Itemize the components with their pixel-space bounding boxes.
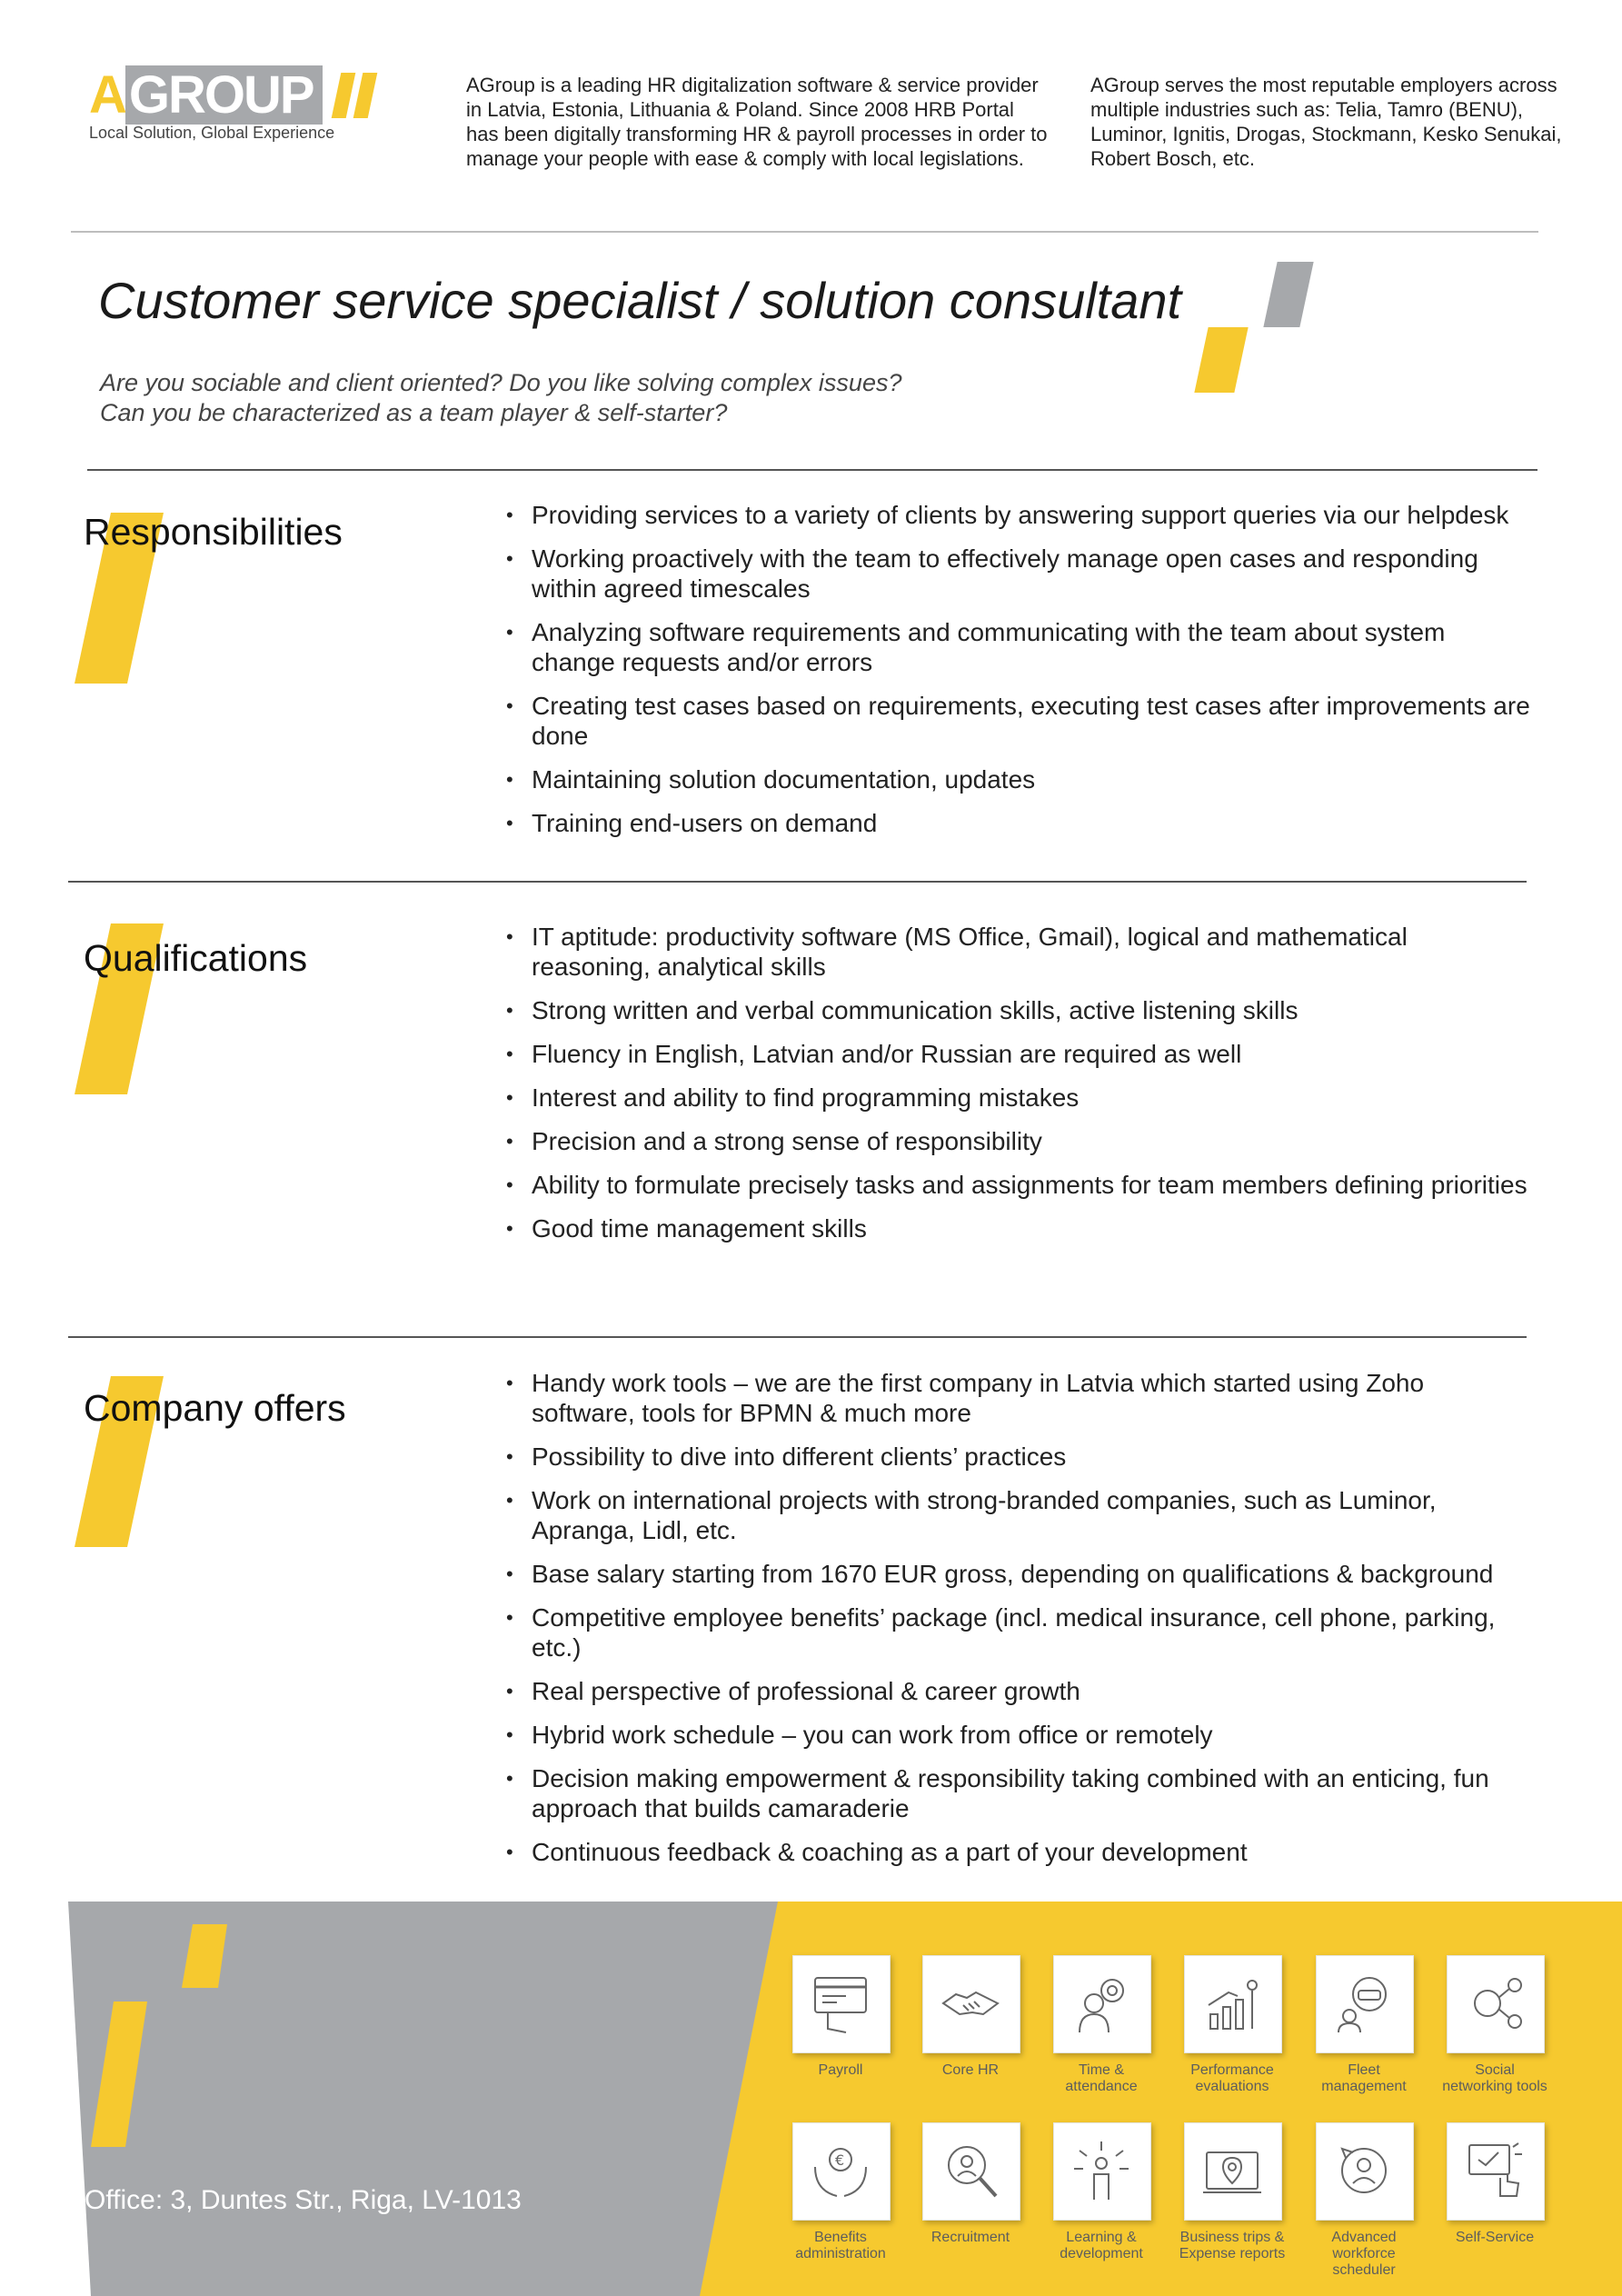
offer-item: • Hybrid work schedule – you can work from office or remotely [504, 1720, 1531, 1750]
section-divider [68, 1336, 1527, 1338]
time-attendance-icon [1070, 1972, 1134, 2036]
module-tile [1184, 2122, 1282, 2221]
module-label-line: Performance [1190, 2062, 1274, 2078]
module-label-line: workforce [1332, 2246, 1396, 2261]
module-label-line: attendance [1065, 2079, 1138, 2094]
job-subtitle [100, 368, 1100, 428]
section-divider [68, 881, 1527, 883]
module-label-line: Advanced [1331, 2230, 1397, 2245]
responsibility-item: • Training end-users on demand [504, 808, 1531, 838]
office-address: Office: 3, Duntes Str., Riga, LV-1013 [85, 2185, 522, 2215]
module-tile [1053, 1955, 1151, 2053]
business-trips-icon [1201, 2140, 1265, 2203]
qualification-item: • Ability to formulate precisely tasks and assignments for team members defining priorities [504, 1170, 1531, 1200]
module-tile [792, 1955, 891, 2053]
module-label [1427, 2062, 1563, 2095]
qualification-item: • Strong written and verbal communication skills, active listening skills [504, 995, 1531, 1025]
module-label [1427, 2230, 1563, 2246]
qualifications-heading: Qualifications [84, 937, 308, 979]
module-label-line: administration [795, 2246, 886, 2261]
module-label-line: Time & [1078, 2062, 1125, 2078]
learning-icon [1070, 2140, 1134, 2203]
svg-text:€: € [835, 2151, 845, 2169]
qualification-item: • Fluency in English, Latvian and/or Russian are required as well [504, 1039, 1531, 1069]
subtitle-line: Are you sociable and client oriented? Do you like solving complex issues? [100, 369, 902, 396]
responsibility-item: • Working proactively with the team to effectively manage open cases and responding within agreed timescales [504, 544, 1531, 604]
module-label-line: Social [1475, 2062, 1515, 2078]
offer-item: • Work on international projects with strong-branded companies, such as Luminor, Apranga, Lidl, etc. [504, 1485, 1531, 1545]
module-label-line: management [1321, 2079, 1407, 2094]
module-label-line: Recruitment [930, 2230, 1010, 2245]
responsibility-item: • Maintaining solution documentation, updates [504, 764, 1531, 794]
payroll-icon [810, 1972, 873, 2036]
module-label [902, 2230, 1039, 2246]
agroup-logo [89, 65, 380, 151]
qualification-item: • IT aptitude: productivity software (MS Office, Gmail), logical and mathematical reasoning, analytical skills [504, 922, 1531, 982]
module-label-line: networking tools [1442, 2079, 1547, 2094]
offer-item: • Continuous feedback & coaching as a part of your development [504, 1837, 1531, 1867]
logo-slash-icon [353, 73, 378, 118]
company-offers-list [504, 1368, 1531, 1881]
module-label [1033, 2062, 1169, 2095]
module-label [1296, 2230, 1432, 2279]
quote-mark-gray-icon [1263, 262, 1313, 327]
qualification-item: • Good time management skills [504, 1213, 1531, 1243]
fleet-icon [1333, 1972, 1397, 2036]
module-tile [1053, 2122, 1151, 2221]
module-tile [1316, 1955, 1414, 2053]
performance-icon [1201, 1972, 1265, 2036]
header-divider [71, 231, 1538, 233]
module-label-line: Payroll [818, 2062, 863, 2078]
offer-item: • Real perspective of professional & career growth [504, 1676, 1531, 1706]
module-label [772, 2230, 909, 2262]
logo-letter: A [89, 65, 125, 125]
module-label-line: development [1060, 2246, 1143, 2261]
social-network-icon [1464, 1972, 1527, 2036]
responsibility-item: • Providing services to a variety of clients by answering support queries via our helpdesk [504, 500, 1531, 530]
responsibility-item: • Creating test cases based on requirements, executing test cases after improvements are done [504, 691, 1531, 751]
scheduler-icon [1333, 2140, 1397, 2203]
module-label-line: evaluations [1195, 2079, 1269, 2094]
module-tile [1316, 2122, 1414, 2221]
company-offers-heading: Company offers [84, 1387, 346, 1429]
module-tile [922, 2122, 1020, 2221]
self-service-icon [1464, 2140, 1527, 2203]
job-title: Customer service specialist / solution consultant [98, 272, 1182, 329]
offer-item: • Decision making empowerment & responsibility taking combined with an enticing, fun approach that builds camaraderie [504, 1763, 1531, 1823]
module-tile [792, 2122, 891, 2221]
module-label-line: Business trips & [1179, 2230, 1285, 2245]
subtitle-line: Can you be characterized as a team player & self-starter? [100, 399, 728, 426]
module-label-line: Benefits [814, 2230, 867, 2245]
offer-item: • Possibility to dive into different clients’ practices [504, 1442, 1531, 1472]
offer-item: • Competitive employee benefits’ package (incl. medical insurance, cell phone, parking, etc.) [504, 1602, 1531, 1662]
module-label [1164, 2230, 1300, 2262]
module-label-line: scheduler [1332, 2262, 1396, 2278]
responsibility-item: • Analyzing software requirements and communicating with the team about system change requests and/or errors [504, 617, 1531, 677]
offer-item: • Base salary starting from 1670 EUR gross, depending on qualifications & background [504, 1559, 1531, 1589]
qualifications-list [504, 922, 1531, 1257]
logo-rest: GROUP [125, 65, 323, 125]
module-tile [1447, 2122, 1545, 2221]
module-label [1164, 2062, 1300, 2095]
company-clients: AGroup serves the most reputable employers across multiple industries such as: Telia, Tamro (BENU), Luminor, Ignitis, Drogas, Stockmann, Kesko Senukai, Robert Bosch, etc. [1090, 74, 1562, 170]
module-tile [922, 1955, 1020, 2053]
module-label [1033, 2230, 1169, 2262]
offer-item: • Handy work tools – we are the first company in Latvia which started using Zoho software, tools for BPMN & much more [504, 1368, 1531, 1428]
recruitment-icon [940, 2140, 1003, 2203]
qualification-item: • Interest and ability to find programming mistakes [504, 1083, 1531, 1113]
qualification-item: • Precision and a strong sense of responsibility [504, 1126, 1531, 1156]
company-intro: AGroup is a leading HR digitalization software & service provider in Latvia, Estonia, Lithuania & Poland. Since 2008 HRB Portal has been digitally transforming HR & payroll processes in order to manage your people with ease & comply with local legislations. [466, 74, 1048, 170]
module-tile [1447, 1955, 1545, 2053]
module-label-line: Core HR [941, 2062, 1000, 2078]
module-label [902, 2062, 1039, 2079]
logo-slash-icon [332, 73, 356, 118]
quote-mark-yellow-icon [1194, 327, 1248, 393]
benefits-icon [810, 2140, 873, 2203]
module-label [1296, 2062, 1432, 2095]
logo-wordmark [89, 65, 323, 125]
logo-tagline: Local Solution, Global Experience [89, 124, 335, 142]
responsibilities-heading: Responsibilities [84, 511, 343, 553]
module-label-line: Expense reports [1179, 2246, 1286, 2261]
module-tile [1184, 1955, 1282, 2053]
responsibilities-list [504, 500, 1531, 852]
section-divider [87, 469, 1537, 471]
module-label [772, 2062, 909, 2079]
module-label-line: Fleet [1348, 2062, 1380, 2078]
handshake-icon [940, 1972, 1003, 2036]
module-label-line: Self-Service [1455, 2230, 1535, 2245]
module-label-line: Learning & [1066, 2230, 1137, 2245]
